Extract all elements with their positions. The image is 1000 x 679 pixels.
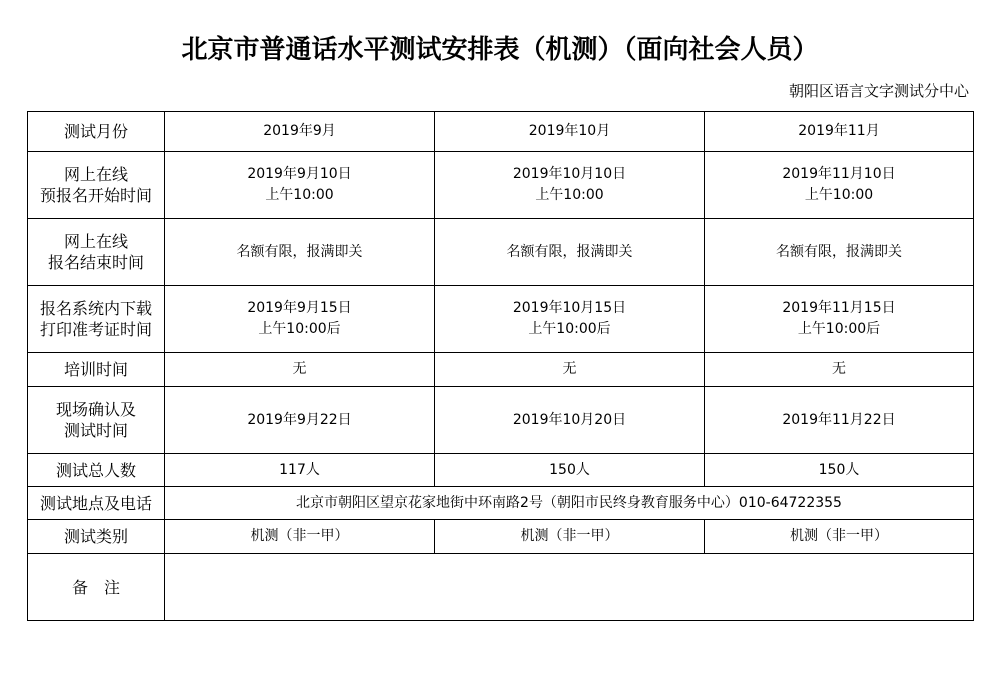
- training-cell-2: 无: [435, 353, 705, 387]
- reg-end-cell-2: 名额有限，报满即关: [435, 219, 705, 286]
- row-label-training: 培训时间: [28, 353, 165, 387]
- notes-cell: [165, 554, 974, 621]
- confirm-cell-2: 2019年10月20日: [435, 387, 705, 454]
- label-line: 网上在线: [63, 165, 128, 184]
- cell-line: 上午10:00后: [258, 321, 341, 337]
- month-cell-1: 2019年9月: [165, 112, 435, 152]
- cell-line: 2019年10月15日: [512, 300, 627, 316]
- total-cell-2: 150人: [435, 454, 705, 487]
- cell-line: 2019年10月10日: [512, 166, 627, 182]
- cell-line: 上午10:00后: [528, 321, 611, 337]
- cell-line: 上午10:00后: [797, 321, 881, 337]
- label-line: 预报名开始时间: [39, 186, 152, 205]
- table-row-month: [28, 112, 974, 152]
- row-label-month: 测试月份: [28, 112, 165, 152]
- table-row-location: [28, 487, 974, 520]
- reg-start-cell-1: [165, 152, 435, 219]
- cell-line: 2019年9月15日: [247, 300, 352, 316]
- row-label-category: 测试类别: [28, 520, 165, 554]
- table-row-ticket: [28, 286, 974, 353]
- ticket-cell-2: [435, 286, 705, 353]
- table-row-training: [28, 353, 974, 387]
- ticket-cell-3: [705, 286, 974, 353]
- schedule-table: [27, 111, 974, 621]
- page-title: 北京市普通话水平测试安排表（机测）（面向社会人员）: [181, 35, 819, 65]
- row-label-reg-end: [28, 219, 165, 286]
- row-label-notes: 备 注: [28, 554, 165, 621]
- table-row-confirm: [28, 387, 974, 454]
- label-line: 网上在线: [63, 232, 128, 251]
- cell-line: 上午10:00: [804, 187, 874, 203]
- reg-end-cell-1: 名额有限，报满即关: [165, 219, 435, 286]
- table-row-notes: [28, 554, 974, 621]
- reg-start-cell-3: [705, 152, 974, 219]
- month-cell-3: 2019年11月: [705, 112, 974, 152]
- row-label-confirm: [28, 387, 165, 454]
- table-row-reg-end: [28, 219, 974, 286]
- row-label-ticket: [28, 286, 165, 353]
- label-line: 打印准考证时间: [39, 320, 152, 339]
- row-label-reg-start: [28, 152, 165, 219]
- label-line: 现场确认及: [55, 400, 136, 419]
- month-cell-2: 2019年10月: [435, 112, 705, 152]
- label-line: 测试时间: [63, 421, 128, 440]
- cell-line: 上午10:00: [535, 187, 604, 203]
- row-label-location: 测试地点及电话: [28, 487, 165, 520]
- training-cell-1: 无: [165, 353, 435, 387]
- table-row-category: [28, 520, 974, 554]
- category-cell-2: 机测（非一甲）: [435, 520, 705, 554]
- row-label-total: 测试总人数: [28, 454, 165, 487]
- category-cell-3: 机测（非一甲）: [705, 520, 974, 554]
- total-cell-3: 150人: [705, 454, 974, 487]
- table-row-total: [28, 454, 974, 487]
- cell-line: 上午10:00: [265, 187, 334, 203]
- confirm-cell-1: 2019年9月22日: [165, 387, 435, 454]
- label-line: 报名系统内下载: [39, 299, 152, 318]
- cell-line: 2019年9月10日: [247, 166, 352, 182]
- location-cell: 北京市朝阳区望京花家地街中环南路2号（朝阳市民终身教育服务中心）010-64722355: [165, 487, 974, 520]
- cell-line: 2019年11月15日: [782, 300, 896, 316]
- ticket-cell-1: [165, 286, 435, 353]
- category-cell-1: 机测（非一甲）: [165, 520, 435, 554]
- issuer-subtitle: 朝阳区语言文字测试分中心: [788, 82, 969, 100]
- reg-start-cell-2: [435, 152, 705, 219]
- label-line: 报名结束时间: [47, 253, 144, 272]
- total-cell-1: 117人: [165, 454, 435, 487]
- cell-line: 2019年11月10日: [782, 166, 896, 182]
- training-cell-3: 无: [705, 353, 974, 387]
- confirm-cell-3: 2019年11月22日: [705, 387, 974, 454]
- reg-end-cell-3: 名额有限，报满即关: [705, 219, 974, 286]
- table-row-reg-start: [28, 152, 974, 219]
